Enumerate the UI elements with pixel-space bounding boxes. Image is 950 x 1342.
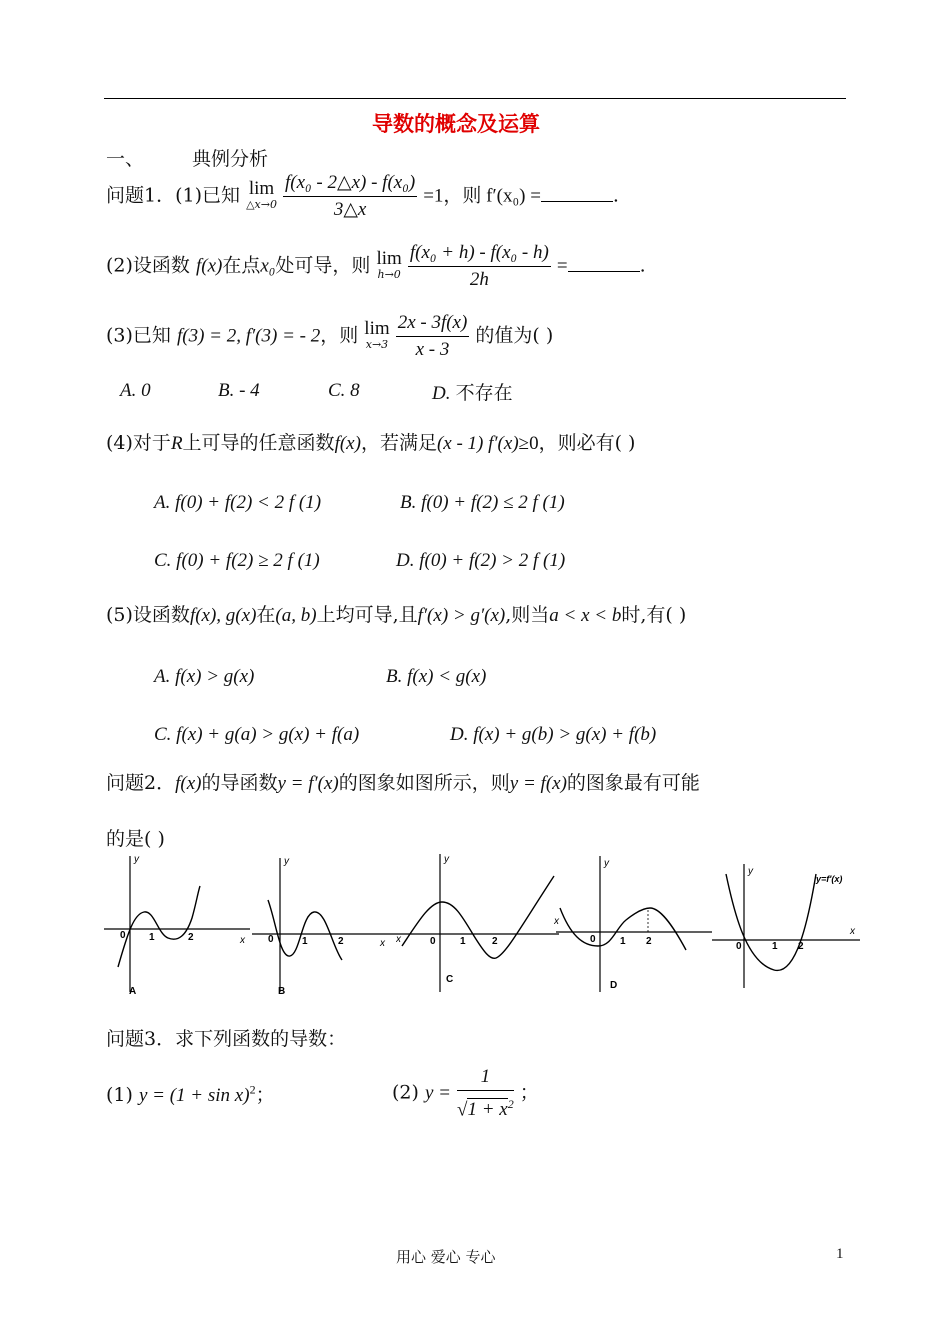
y-label: y bbox=[444, 854, 449, 865]
q2-statement: 问题2．f(x)的导函数y = f′(x)的图象如图所示，则y = f(x)的图象最有可能 bbox=[106, 772, 700, 794]
curve bbox=[402, 876, 554, 958]
fraction: $\frac{2x - 3f(x)}{x - 3}$ bbox=[397, 312, 468, 360]
graph-derivative[interactable] bbox=[712, 852, 862, 1002]
q1-part5-option-a[interactable]: A. f(x) > g(x) bbox=[154, 666, 255, 687]
q1-part4: (4)对于R上可导的任意函数f(x)，若满足(x - 1) f′(x)≥0，则必有( ) bbox=[106, 432, 636, 454]
y-label: y bbox=[284, 856, 289, 867]
origin-label: 0 bbox=[430, 936, 436, 947]
tick-2: 2 bbox=[188, 932, 194, 943]
origin-label: 0 bbox=[590, 934, 596, 945]
q1-part1: 问题1．(1)已知 lim △x→0 $\frac{\text{f(x₀ - 2△x) - f(x₀)}}{3\triangle x}$ =1，则 f′(x₀) = . bbox=[106, 170, 619, 223]
graph-label: A bbox=[129, 986, 137, 997]
q1-part2: (2)设函数 f(x)在点x₀处可导，则 lim h→0 $\frac{\text{f(x₀ + h) - f(x₀ - h)}}{2h}$ = . bbox=[106, 240, 646, 293]
q2-statement-line2: 的是( ) bbox=[106, 828, 165, 850]
q1-part4-option-a[interactable]: A. f(0) + f(2) < 2 f (1) bbox=[154, 492, 322, 513]
fraction: $\frac{\text{f(x₀ + h) - f(x₀ - h)}}{2h}$ bbox=[409, 242, 549, 290]
sqrt-sign: √ bbox=[457, 1099, 468, 1121]
q1-part3-option-b[interactable]: B. - 4 bbox=[218, 380, 260, 401]
graph-c[interactable] bbox=[396, 852, 561, 1002]
graph-label: C bbox=[446, 974, 454, 985]
page-number: 1 bbox=[836, 1246, 844, 1262]
graph-b[interactable] bbox=[250, 852, 400, 1002]
tick-1: 1 bbox=[460, 936, 466, 947]
y-label: y bbox=[134, 854, 139, 865]
q3-statement: 问题3．求下列函数的导数： bbox=[106, 1028, 347, 1050]
origin-label: 0 bbox=[120, 930, 126, 941]
graph-label: B bbox=[278, 986, 286, 997]
x-label: x bbox=[380, 938, 385, 949]
curve bbox=[726, 874, 816, 970]
limit-operator: lim x→3 bbox=[364, 317, 390, 351]
q1-part3-option-c[interactable]: C. 8 bbox=[328, 380, 360, 401]
x-label: x bbox=[396, 934, 401, 945]
curve bbox=[268, 900, 342, 960]
tick-2: 2 bbox=[492, 936, 498, 947]
q1-part3-option-a[interactable]: A. 0 bbox=[120, 380, 151, 401]
tick-1: 1 bbox=[620, 936, 626, 947]
tick-2: 2 bbox=[798, 941, 804, 952]
answer-blank[interactable] bbox=[568, 269, 640, 272]
page-title: 导数的概念及运算 bbox=[372, 112, 540, 136]
q1-part4-option-c[interactable]: C. f(0) + f(2) ≥ 2 f (1) bbox=[154, 550, 320, 571]
x-label: x bbox=[240, 935, 245, 946]
origin-label: 0 bbox=[736, 941, 742, 952]
q1-part4-option-b[interactable]: B. f(0) + f(2) ≤ 2 f (1) bbox=[400, 492, 565, 513]
limit-operator: lim h→0 bbox=[376, 247, 402, 281]
graph-a[interactable] bbox=[102, 852, 252, 1002]
fraction: $\frac{\text{f(x₀ - 2△x) - f(x₀)}}{3\triangle x}$ bbox=[285, 172, 416, 220]
q1-part5-option-d[interactable]: D. f(x) + g(b) > g(x) + f(b) bbox=[450, 724, 657, 745]
header-rule bbox=[104, 98, 846, 99]
q1-part4-option-d[interactable]: D. f(0) + f(2) > 2 f (1) bbox=[396, 550, 566, 571]
q3-part2: (2) y = $\frac{1}{√1 + x^2}$ ； bbox=[392, 1064, 539, 1123]
curve-label: y=f′(x) bbox=[816, 874, 843, 884]
y-label: y bbox=[604, 858, 609, 869]
origin-label: 0 bbox=[268, 934, 274, 945]
q1-part3: (3)已知 f(3) = 2, f′(3) = - 2，则 lim x→3 $\frac{2x - 3f(x)}{x - 3}$ 的值为( ) bbox=[106, 310, 553, 363]
x-label: x bbox=[850, 926, 855, 937]
tick-1: 1 bbox=[302, 936, 308, 947]
q1-part5: (5)设函数f(x), g(x)在(a, b)上均可导,且f′(x) > g′(x),则当a < x < b时,有( ) bbox=[106, 604, 687, 626]
tick-1: 1 bbox=[772, 941, 778, 952]
q1-part5-option-b[interactable]: B. f(x) < g(x) bbox=[386, 666, 487, 687]
answer-blank[interactable] bbox=[541, 199, 613, 202]
graph-d[interactable] bbox=[554, 852, 714, 1002]
fraction: $\frac{1}{√1 + x^2}$ bbox=[457, 1066, 514, 1121]
tick-2: 2 bbox=[338, 936, 344, 947]
x-label: x bbox=[554, 916, 559, 927]
q1-part3-option-d[interactable]: D. 不存在 bbox=[432, 382, 513, 404]
tick-2: 2 bbox=[646, 936, 652, 947]
graph-label: D bbox=[610, 980, 618, 991]
footer-slogan: 用心 爱心 专心 bbox=[396, 1248, 496, 1266]
q3-part1: (1) $y = (1 + \sin x)^2$； bbox=[106, 1082, 275, 1106]
q1-part5-option-c[interactable]: C. f(x) + g(a) > g(x) + f(a) bbox=[154, 724, 360, 745]
section-heading: 一、 典例分析 bbox=[106, 148, 269, 170]
y-label: y bbox=[748, 866, 753, 877]
limit-operator: lim △x→0 bbox=[246, 177, 277, 211]
tick-1: 1 bbox=[149, 932, 155, 943]
